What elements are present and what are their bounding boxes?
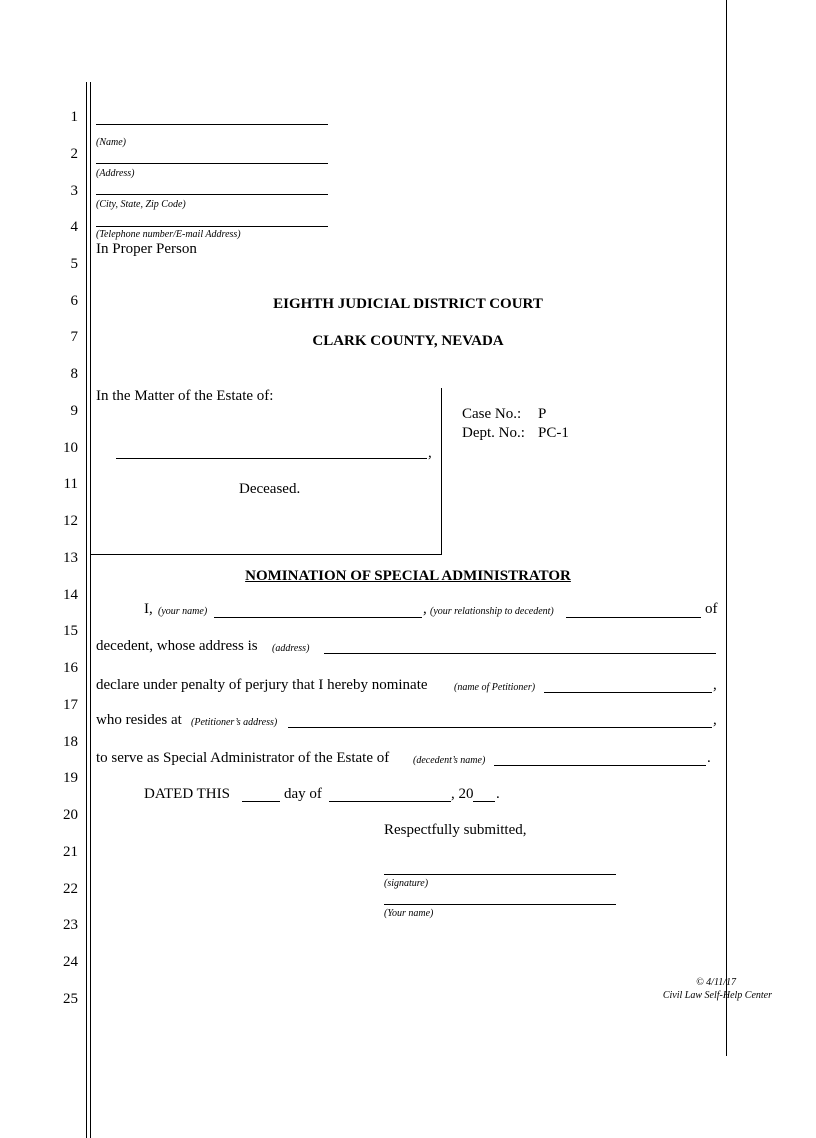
day-of-text: day of (284, 786, 322, 802)
of-text: of (705, 601, 718, 617)
declare-text: declare under penalty of perjury that I hereby nominate (96, 677, 428, 693)
court-county: CLARK COUNTY, NEVADA (312, 333, 504, 349)
line-number: 3 (70, 183, 78, 199)
left-margin-line-outer (86, 82, 87, 1138)
footer-center: Civil Law Self-Help Center (662, 990, 772, 1001)
case-no-label: Case No.: (462, 406, 522, 422)
city-label: (City, State, Zip Code) (96, 199, 186, 210)
decedent-address-line[interactable] (324, 653, 716, 654)
year-prefix-text: , 20 (451, 786, 474, 802)
decedent-name-hint: (decedent’s name) (413, 755, 486, 766)
name-field-line[interactable] (96, 124, 328, 125)
line-number: 9 (70, 403, 78, 419)
footer-copyright: © 4/11/17 (696, 977, 736, 988)
right-margin-line (726, 0, 727, 1056)
line-number: 18 (63, 734, 78, 750)
body-line-5 (96, 750, 720, 772)
line-number: 12 (63, 513, 78, 529)
line-number: 24 (63, 954, 78, 970)
signature-label: (signature) (384, 878, 429, 889)
line-number: 2 (70, 146, 78, 162)
proper-person-text: In Proper Person (96, 241, 197, 257)
name-label: (Name) (96, 137, 126, 148)
l5-period: . (707, 750, 711, 766)
i-text: I, (144, 601, 153, 617)
dated-this-text: DATED THIS (144, 786, 230, 802)
line-number: 15 (63, 623, 78, 639)
body-line-3 (96, 677, 720, 699)
dept-no-value: PC-1 (538, 425, 569, 441)
l1-comma: , (423, 601, 427, 617)
year-line[interactable] (473, 801, 495, 802)
line-number: 17 (63, 697, 78, 713)
deceased-name-line[interactable] (116, 458, 427, 459)
phone-label: (Telephone number/E-mail Address) (96, 229, 241, 240)
body-line-1 (96, 601, 720, 623)
line-number: 4 (70, 219, 78, 235)
serve-text: to serve as Special Administrator of the Estate of (96, 750, 390, 766)
line-number: 8 (70, 366, 78, 382)
line-number: 5 (70, 256, 78, 272)
address-hint: (address) (272, 643, 310, 654)
relationship-line[interactable] (566, 617, 701, 618)
address-field-line[interactable] (96, 163, 328, 164)
dept-no-label: Dept. No.: (462, 425, 525, 441)
line-number: 6 (70, 293, 78, 309)
address-label: (Address) (96, 168, 135, 179)
line-number: 21 (63, 844, 78, 860)
estate-matter-text: In the Matter of the Estate of: (96, 388, 274, 404)
l4-comma: , (713, 712, 717, 728)
your-name-sign-line[interactable] (384, 904, 616, 905)
resides-text: who resides at (96, 712, 182, 728)
phone-field-line[interactable] (96, 226, 328, 227)
line-number: 19 (63, 770, 78, 786)
line-number: 10 (63, 440, 78, 456)
caption-right-border (441, 388, 442, 554)
line-number: 11 (63, 476, 78, 492)
line-number: 25 (63, 991, 78, 1007)
line-number: 16 (63, 660, 78, 676)
month-line[interactable] (329, 801, 451, 802)
decedent-address-text: decedent, whose address is (96, 638, 258, 654)
left-margin-line-inner (90, 82, 91, 1138)
petitioner-name-line[interactable] (544, 692, 712, 693)
line-number: 7 (70, 329, 78, 345)
your-name-hint: (your name) (158, 606, 208, 617)
petitioner-address-line[interactable] (288, 727, 712, 728)
line-number: 14 (63, 587, 78, 603)
deceased-text: Deceased. (239, 481, 301, 497)
city-field-line[interactable] (96, 194, 328, 195)
line-number: 23 (63, 917, 78, 933)
line-number: 1 (70, 109, 78, 125)
case-no-value: P (538, 406, 547, 422)
dated-line (96, 786, 720, 808)
day-line[interactable] (242, 801, 280, 802)
deceased-comma: , (428, 445, 432, 461)
your-name-line[interactable] (214, 617, 422, 618)
petitioner-address-hint: (Petitioner’s address) (191, 717, 278, 728)
line-number: 22 (63, 881, 78, 897)
court-name: EIGHTH JUDICIAL DISTRICT COURT (273, 296, 543, 312)
body-line-4 (96, 712, 720, 734)
respectfully-text: Respectfully submitted, (384, 822, 527, 838)
caption-bottom-border (91, 554, 442, 555)
your-name-label: (Your name) (384, 908, 434, 919)
body-line-2 (96, 638, 720, 660)
line-number: 13 (63, 550, 78, 566)
document-title: NOMINATION OF SPECIAL ADMINISTRATOR (245, 568, 571, 584)
line-number: 20 (63, 807, 78, 823)
decedent-name-line[interactable] (494, 765, 706, 766)
relationship-hint: (your relationship to decedent) (430, 606, 554, 617)
l3-comma: , (713, 677, 717, 693)
dated-period: . (496, 786, 500, 802)
signature-line[interactable] (384, 874, 616, 875)
petitioner-name-hint: (name of Petitioner) (454, 682, 536, 693)
